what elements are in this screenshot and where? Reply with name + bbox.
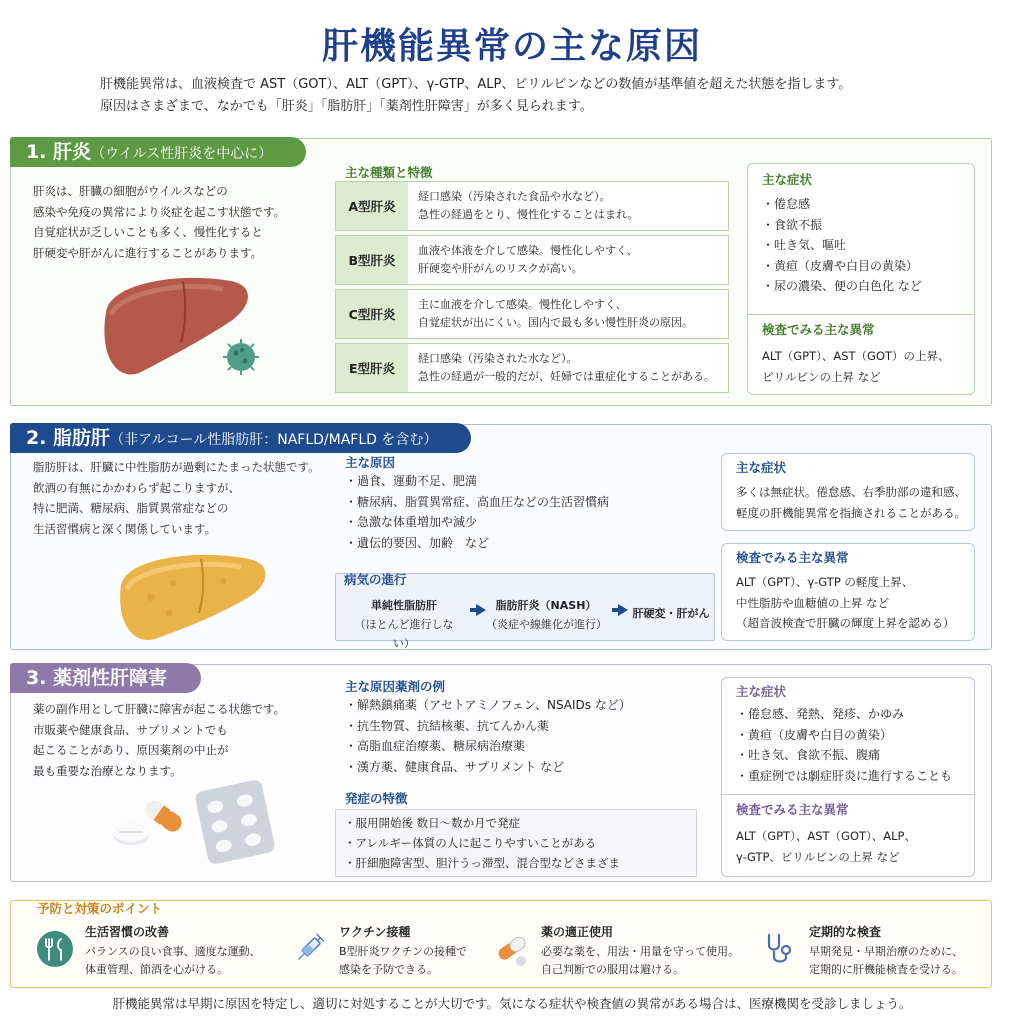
drugs-title: 主な原因薬剤の例 (345, 679, 446, 694)
disease-progression (335, 572, 715, 650)
list-item: ・ 高脂血症治療薬、糖尿病治療薬 (345, 736, 631, 757)
prevention-item-desc (541, 943, 746, 979)
list-item: ・ 尿の濃染、便の白色化 など (762, 276, 922, 297)
heading-subtext: （ウイルス性肝炎を中心に） (91, 146, 273, 162)
symptoms-title: 主な症状 (736, 460, 787, 475)
capsule-icon (491, 929, 531, 969)
footer-note: 肝機能異常は早期に原因を特定し、適切に対処することが大切です。気になる症状や検査値の異常がある場合は、医療機関を受診しましょう。 (112, 996, 912, 1011)
blister-pack-icon (194, 779, 276, 866)
text-line: ALT（GPT）、AST（GOT）の上昇、 (762, 349, 950, 363)
tests-title: 検査でみる主な異常 (736, 550, 849, 565)
list-item: ・ 肝細胞障害型、胆汁うっ滞型、混合型などさまざま (344, 853, 620, 873)
symptoms-tests-box (747, 163, 975, 395)
desc-line: 感染や免疫の異常により炎症を起こす状態です。 (33, 204, 286, 219)
stethoscope-icon (759, 929, 799, 969)
list-item: ・ 糖尿病、脂質異常症、高血圧などの生活習慣病 (345, 492, 609, 513)
desc-line: 生活習慣病と深く関係しています。 (33, 521, 217, 536)
symptoms-title: 主な症状 (762, 172, 813, 187)
desc-line: 自覚症状が乏しいことも多く、慢性化すると (33, 225, 263, 239)
text-line: 軽度の肝機能異常を指摘されることがある。 (736, 505, 966, 520)
text-line: ビリルビンの上昇 など (762, 369, 881, 384)
heading-text: 2. 脂肪肝 (26, 427, 111, 449)
hepatitis-type-text (408, 182, 728, 230)
text-line: 感染を予防できる。 (339, 963, 438, 976)
text-line: 自己判断での服用は避ける。 (541, 963, 684, 976)
progress-step (348, 596, 460, 653)
text-line: 急性の経過をとり、慢性化することはまれ。 (418, 208, 639, 221)
section-drug-induced (10, 664, 992, 882)
intro-line: 原因はさまざまで、なかでも「肝炎」「脂肪肝」「薬剤性肝障害」が多く見られます。 (100, 99, 593, 114)
section-hepatitis (10, 138, 992, 406)
page-title: 肝機能異常の主な原因 (321, 26, 702, 67)
list-item: ・ 漢方薬、健康食品、サプリメント など (345, 757, 631, 778)
list-item: ・ アレルギー体質の人に起こりやすいことがある (344, 833, 620, 853)
list-item: ・ 食欲不振 (762, 215, 922, 236)
tablet-icon (113, 822, 149, 845)
progress-title: 病気の進行 (344, 572, 407, 587)
onset-box (335, 809, 697, 877)
tests-text (736, 572, 955, 634)
desc-line: 最も重要な治療となります。 (33, 763, 182, 778)
list-item: ・ 重症例では劇症肝炎に進行することも (736, 766, 952, 787)
prevention-panel (10, 900, 992, 988)
text-line: 肝硬変や肝がんのリスクが高い。 (418, 262, 583, 275)
causes-list (345, 471, 609, 553)
hepatitis-type-label: C型肝炎 (336, 290, 408, 338)
hepatitis-type-text (408, 290, 728, 338)
text-line: 定期的に肝機能検査を受ける。 (809, 963, 963, 976)
hepatitis-type-label: A型肝炎 (336, 182, 408, 230)
hepatitis-type-row (335, 181, 729, 231)
intro-line: 肝機能異常は、血液検査で AST（GOT）、ALT（GPT）、γ-GTP、ALP、ビリルビンなどの数値が基準値を超えた状態を指します。 (100, 77, 852, 92)
hepatitis-type-text (408, 236, 728, 284)
text-line: 経口感染（汚染された水など）。 (418, 352, 578, 365)
step-label: 肝硬変・肝がん (632, 607, 710, 620)
list-item: ・ 過食、運動不足、肥満 (345, 471, 609, 492)
text-line: 中性脂肪や血糖値の上昇 など (736, 595, 890, 610)
syringe-icon (289, 929, 329, 969)
desc-line: 特に肥満、糖尿病、脂質異常症などの (33, 501, 229, 515)
prevention-item (759, 923, 987, 983)
step-label: 単純性脂肪肝 (371, 599, 437, 612)
types-title: 主な種類と特徴 (345, 165, 433, 180)
drugs-list (345, 695, 631, 777)
prevention-item-title: 定期的な検査 (809, 925, 882, 939)
text-line: 早期発見・早期治療のために、 (809, 945, 963, 958)
list-item: ・ 遺伝的要因、加齢 など (345, 533, 609, 554)
symptoms-list (762, 194, 922, 297)
symptoms-text (736, 482, 966, 523)
tests-title: 検査でみる主な異常 (762, 322, 875, 337)
step-sub: （ほとんど進行しない） (354, 618, 454, 650)
capsule-icon (142, 797, 185, 835)
step-sub: （炎症や線維化が進行） (486, 618, 607, 631)
symptoms-tests-box (721, 677, 975, 877)
hepatitis-type-row (335, 289, 729, 339)
step-label: 脂肪肝炎（NASH） (495, 599, 597, 612)
desc-line: 肝硬変や肝がんに進行することがあります。 (33, 245, 263, 260)
desc-line: 脂肪肝は、肝臓に中性脂肪が過剰にたまった状態です。 (33, 460, 320, 474)
prevention-title: 予防と対策のポイント (37, 901, 163, 916)
text-line: 主に血液を介して感染。慢性化しやすく、 (418, 298, 627, 311)
list-item: ・ 解熱鎮痛薬（アセトアミノフェン、NSAIDs など） (345, 695, 631, 716)
fork-knife-icon (35, 929, 75, 969)
prevention-item-title: 生活習慣の改善 (85, 925, 170, 939)
prevention-item-desc (85, 943, 280, 979)
heading-subtext: （非アルコール性脂肪肝：NAFLD/MAFLD を含む） (110, 432, 438, 448)
text-line: バランスの良い食事、適度な運動、 (85, 945, 261, 958)
prevention-item-desc (809, 943, 989, 979)
hepatitis-type-label: B型肝炎 (336, 236, 408, 284)
tests-box (721, 543, 975, 641)
causes-title: 主な原因 (345, 455, 396, 470)
arrow-right-icon (618, 604, 628, 616)
text-line: 急性の経過が一般的だが、妊婦では重症化することがある。 (418, 370, 715, 383)
prevention-item-title: ワクチン接種 (339, 925, 411, 939)
list-item: ・ 倦怠感、発熱、発疹、かゆみ (736, 704, 952, 725)
desc-line: 起こることがあり、原因薬剤の中止が (33, 743, 229, 757)
hepatitis-type-row (335, 235, 729, 285)
progress-step (628, 604, 714, 623)
text-line: 多くは無症状。倦怠感、右季肋部の違和感、 (736, 485, 966, 499)
text-line: （超音波検査で肝臓の輝度上昇を認める） (736, 616, 955, 630)
divider (722, 794, 974, 795)
list-item: ・ 倦怠感 (762, 194, 922, 215)
list-item: ・ 黄疸（皮膚や白目の黄染） (762, 256, 922, 277)
onset-title: 発症の特徴 (345, 791, 408, 806)
liver-virus-illustration (91, 267, 271, 387)
text-line: 自覚症状が出にくい。国内で最も多い慢性肝炎の原因。 (418, 316, 693, 329)
section-description (33, 699, 285, 781)
list-item: ・ 吐き気、嘔吐 (762, 235, 922, 256)
text-line: 経口感染（汚染された食品や水など）。 (418, 190, 611, 203)
list-item: ・ 吐き気、食欲不振、腹痛 (736, 745, 952, 766)
section-description (33, 457, 320, 539)
desc-line: 肝炎は、肝臓の細胞がウイルスなどの (33, 184, 228, 198)
list-item: ・ 黄疸（皮膚や白目の黄染） (736, 725, 952, 746)
text-line: ALT（GPT）、γ-GTP の軽度上昇、 (736, 575, 914, 589)
divider (748, 314, 974, 315)
pills-illustration (103, 777, 283, 873)
symptoms-title: 主な症状 (736, 684, 787, 699)
desc-line: 薬の副作用として肝臓に障害が起こる状態です。 (33, 702, 286, 716)
hepatitis-type-row (335, 343, 729, 393)
text-line: 必要な薬を、用法・用量を守って使用。 (541, 945, 739, 958)
hepatitis-type-text (408, 344, 728, 392)
symptoms-box (721, 453, 975, 531)
fatty-liver-illustration (111, 547, 281, 647)
list-item: ・ 抗生物質、抗結核薬、抗てんかん薬 (345, 716, 631, 737)
arrow-right-icon (476, 604, 486, 616)
list-item: ・ 急激な体重増加や減少 (345, 512, 609, 533)
heading-text: 3. 薬剤性肝障害 (26, 667, 168, 689)
tests-title: 検査でみる主な異常 (736, 802, 849, 817)
prevention-item (491, 923, 741, 983)
hepatitis-type-label: E型肝炎 (336, 344, 408, 392)
text-line: B型肝炎ワクチンの接種で (339, 945, 467, 958)
prevention-item (35, 923, 275, 983)
section-fatty-liver (10, 424, 992, 650)
heading-text: 1. 肝炎 (26, 141, 92, 163)
onset-list (344, 813, 620, 873)
list-item: ・ 服用開始後 数日〜数か月で発症 (344, 813, 620, 833)
text-line: γ-GTP、ビリルビンの上昇 など (736, 849, 900, 864)
section-heading-drug-induced (10, 663, 201, 693)
text-line: 血液や体液を介して感染。慢性化しやすく、 (418, 244, 638, 257)
section-heading-fatty-liver (10, 423, 471, 453)
tests-text (762, 346, 950, 387)
section-description (33, 181, 285, 263)
text-line: 体重管理、節酒を心がける。 (85, 963, 228, 976)
text-line: ALT（GPT）、AST（GOT）、ALP、 (736, 829, 916, 843)
virus-icon (223, 339, 259, 375)
intro-text (100, 74, 980, 118)
progress-step (486, 596, 606, 634)
prevention-item-title: 薬の適正使用 (541, 925, 614, 939)
symptoms-list (736, 704, 952, 786)
desc-line: 飲酒の有無にかかわらず起こりますが、 (33, 480, 240, 495)
tests-text (736, 826, 916, 867)
section-heading-hepatitis (10, 137, 306, 167)
desc-line: 市販薬や健康食品、サプリメントでも (33, 722, 228, 737)
